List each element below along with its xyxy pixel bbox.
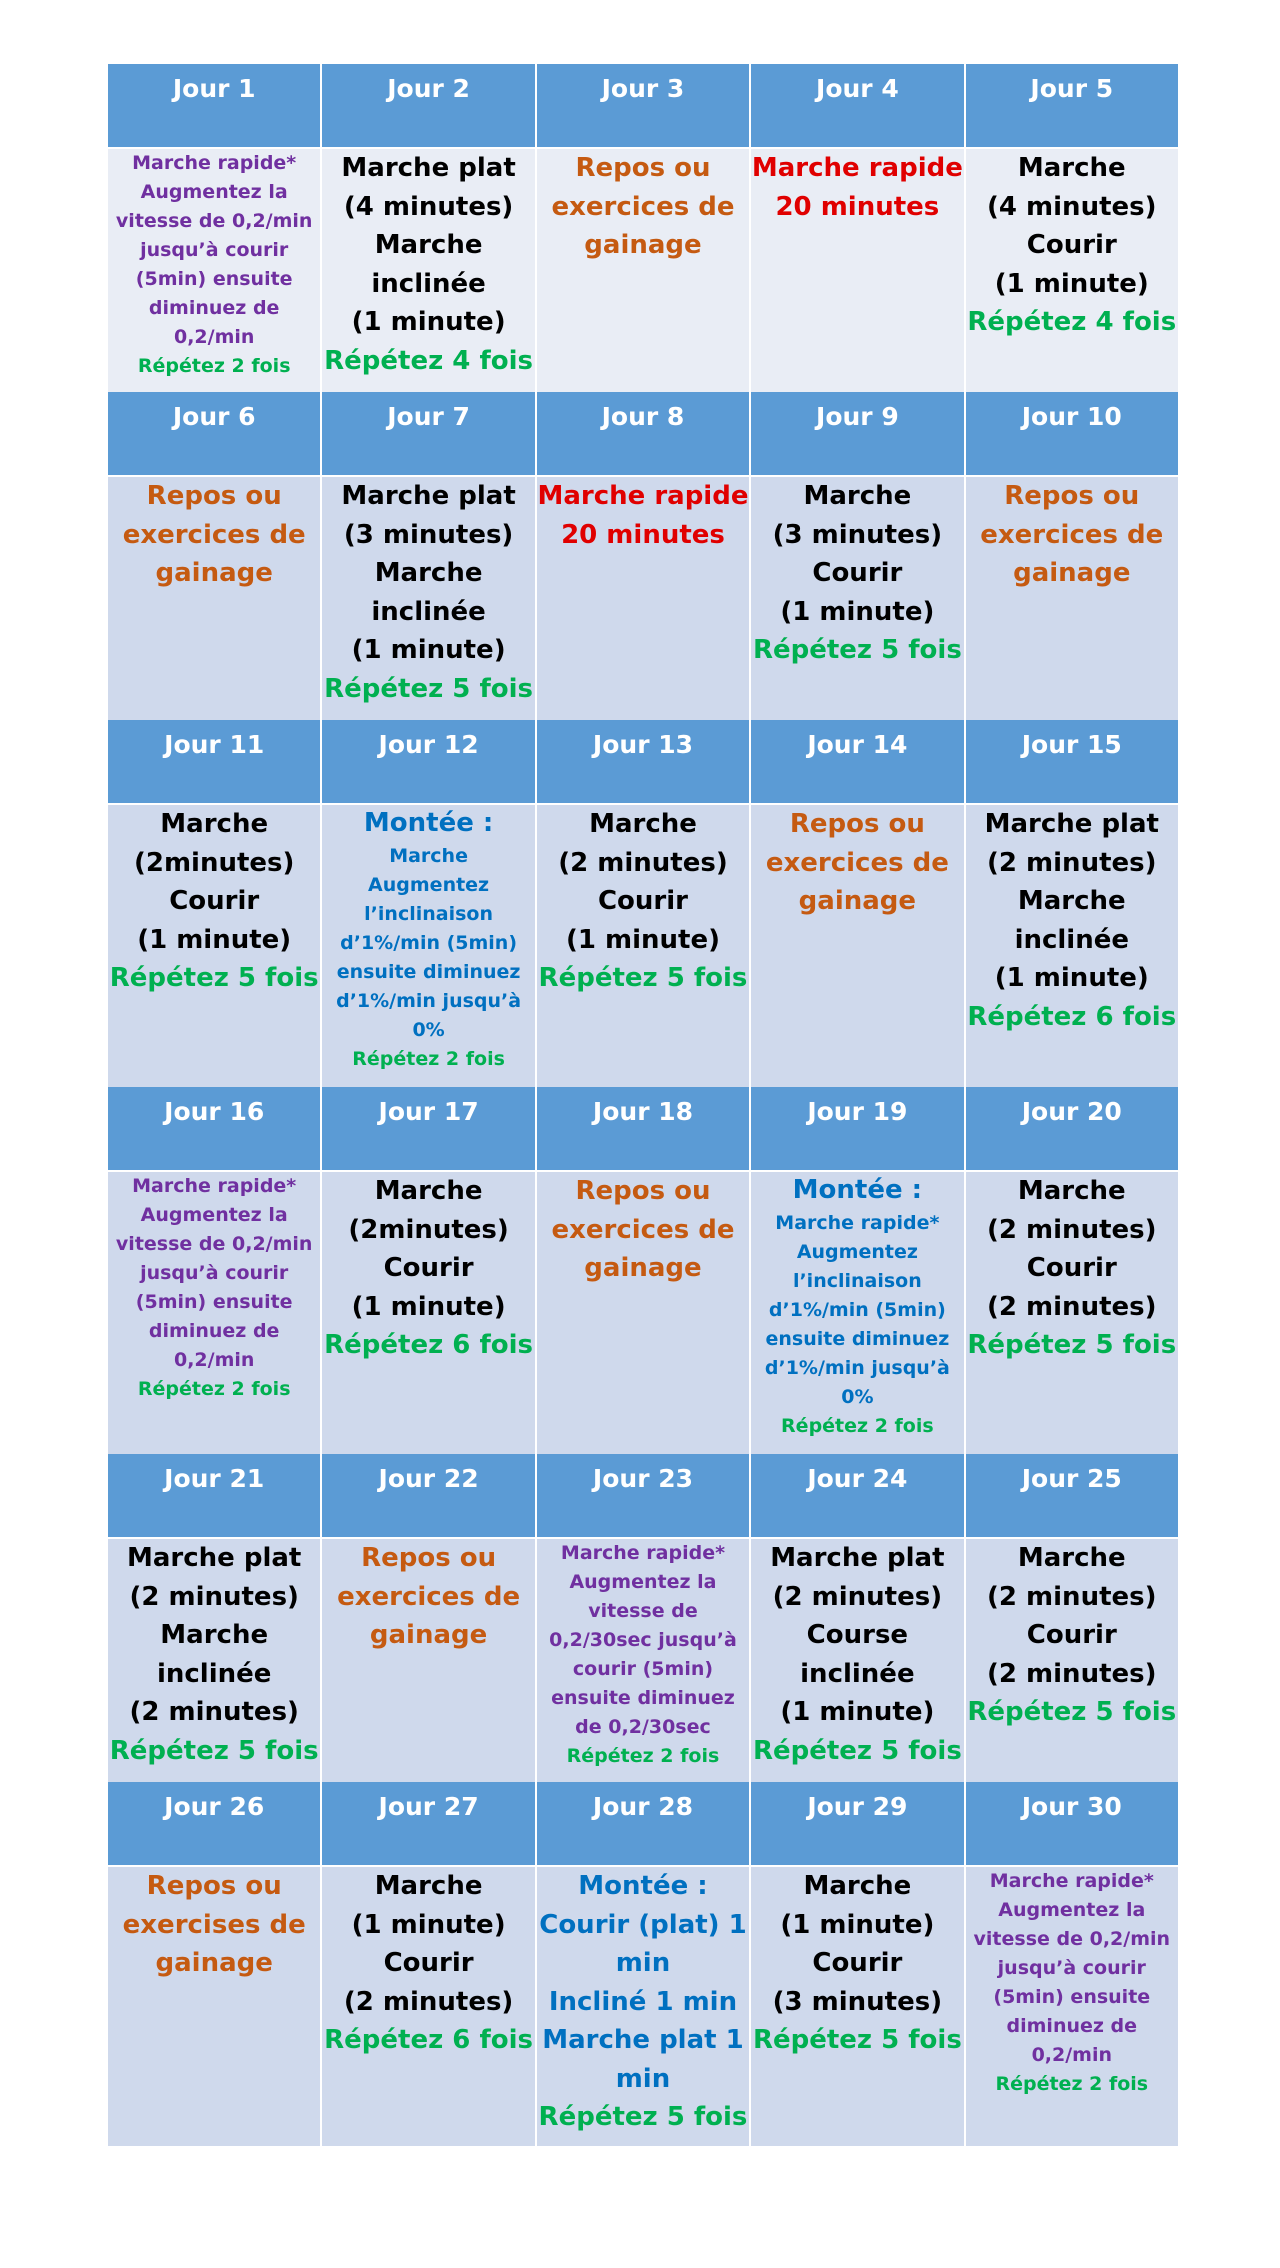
day-label: Jour 19	[807, 1097, 908, 1126]
day-header-cell	[965, 64, 1179, 148]
activity-line: Répétez 5 fois	[538, 963, 748, 993]
activity-line: (1 minute)	[351, 635, 506, 665]
day-label: Jour 21	[164, 1464, 265, 1493]
activity-line: (2 minutes)	[772, 1581, 943, 1612]
activity-line: d’1%/min (5min)	[340, 932, 518, 954]
activity-line: Marche rapide*	[775, 1212, 940, 1234]
day-label: Jour 17	[378, 1097, 479, 1126]
week-content-row	[107, 1538, 1179, 1782]
activity-line: Repos ou	[575, 1176, 711, 1206]
activity-line: Répétez 5 fois	[752, 1735, 962, 1766]
day-header-cell	[750, 392, 964, 476]
activity-line: vitesse de 0,2/min	[973, 1928, 1171, 1950]
day-label: Jour 23	[592, 1464, 694, 1493]
activity-line: Répétez 5 fois	[324, 673, 534, 704]
week-header-row	[107, 1087, 1179, 1171]
activity-line: Augmentez la	[569, 1571, 717, 1593]
day-label: Jour 26	[164, 1792, 265, 1821]
activity-line: (1 minute)	[351, 307, 506, 337]
day-activity-cell	[321, 148, 535, 392]
activity-line: Marche	[160, 809, 269, 839]
week-header-row	[107, 64, 1179, 148]
activity-line: Répétez 5 fois	[109, 1735, 319, 1766]
activity-line: Courir	[597, 886, 688, 916]
activity-line: d’1%/min (5min)	[768, 1299, 946, 1321]
activity-line: Course	[806, 1620, 909, 1650]
day-header-cell	[321, 1454, 535, 1538]
day-header-cell	[965, 720, 1179, 804]
activity-line: (2 minutes)	[987, 1581, 1157, 1612]
activity-line: gainage	[584, 1253, 702, 1283]
activity-line: (5min) ensuite	[135, 268, 293, 290]
day-label: Jour 22	[378, 1464, 479, 1493]
activity-line: Courir (plat) 1	[539, 1909, 747, 1940]
activity-line: Courir	[812, 558, 903, 588]
activity-line: Augmentez	[796, 1241, 918, 1263]
activity-line: (2 minutes)	[987, 847, 1157, 878]
activity-line: jusqu’à courir	[997, 1957, 1146, 1979]
activity-line: (1 minute)	[565, 924, 720, 955]
day-header-cell	[965, 1782, 1179, 1866]
day-label: Jour 2	[387, 74, 470, 103]
day-label: Jour 14	[807, 730, 908, 759]
activity-line: Répétez 6 fois	[324, 1330, 534, 1360]
day-activity-cell	[107, 1538, 321, 1782]
activity-line: Repos ou	[575, 153, 711, 183]
activity-line: Repos ou	[789, 809, 925, 839]
day-header-cell	[750, 720, 964, 804]
day-activity-cell	[750, 1538, 964, 1782]
activity-line: ensuite diminuez	[551, 1687, 735, 1709]
activity-line: Courir	[1026, 230, 1117, 260]
activity-line: (4 minutes)	[987, 191, 1157, 222]
day-activity-cell	[965, 476, 1179, 720]
activity-line: Répétez 2 fois	[566, 1745, 720, 1767]
day-header-cell	[536, 1087, 750, 1171]
day-label: Jour 9	[816, 402, 899, 431]
activity-line: (2 minutes)	[987, 1214, 1157, 1245]
day-activity-cell	[750, 476, 964, 720]
day-header-cell	[321, 1087, 535, 1171]
week-header-row	[107, 1454, 1179, 1538]
activity-line: Marche	[589, 809, 697, 839]
day-label: Jour 12	[378, 730, 479, 759]
activity-line: Marche rapide*	[132, 1175, 297, 1197]
day-label: Jour 6	[172, 402, 256, 431]
activity-line: (2 minutes)	[129, 1697, 299, 1727]
day-activity-cell	[107, 804, 321, 1087]
activity-line: Marche	[374, 1871, 483, 1901]
activity-line: 0,2/min	[173, 1349, 255, 1371]
activity-line: l’inclinaison	[364, 903, 493, 925]
day-activity-cell	[107, 1171, 321, 1454]
activity-line: (3 minutes)	[772, 1986, 943, 2017]
day-label: Jour 30	[1021, 1792, 1122, 1821]
activity-line: (2 minutes)	[343, 1986, 514, 2017]
week-header-row	[107, 720, 1179, 804]
activity-line: (1 minute)	[351, 1291, 506, 1322]
week-header-row	[107, 392, 1179, 476]
activity-line: Répétez 2 fois	[995, 2073, 1149, 2095]
activity-line: gainage	[584, 230, 702, 260]
activity-line: Marche	[160, 1620, 269, 1650]
day-header-cell	[321, 64, 535, 148]
day-activity-cell	[536, 1866, 750, 2146]
day-header-cell	[107, 1087, 321, 1171]
day-activity-cell	[536, 476, 750, 720]
activity-line: Repos ou	[146, 481, 282, 511]
activity-line: (3 minutes)	[343, 519, 514, 550]
day-activity-cell	[750, 1171, 964, 1454]
day-label: Jour 16	[164, 1097, 265, 1126]
day-activity-cell	[321, 1538, 535, 1782]
day-label: Jour 4	[816, 74, 899, 103]
activity-line: (1 minute)	[780, 1697, 935, 1727]
activity-line: Courir	[383, 1948, 474, 1978]
day-header-cell	[536, 392, 750, 476]
week-content-row	[107, 804, 1179, 1087]
activity-line: ensuite diminuez	[336, 961, 521, 983]
activity-line: inclinée	[156, 1658, 272, 1689]
activity-line: 0,2/min	[1031, 2044, 1112, 2066]
day-header-cell	[750, 1087, 964, 1171]
activity-line: (2 minutes)	[558, 847, 728, 878]
activity-line: d’1%/min jusqu’à	[336, 990, 522, 1012]
day-activity-cell	[107, 476, 321, 720]
day-label: Jour 7	[387, 402, 470, 431]
activity-line: Montée :	[578, 1871, 708, 1901]
activity-line: diminuez de	[148, 1320, 280, 1342]
activity-line: Marche	[374, 230, 483, 260]
week-content-row	[107, 148, 1179, 392]
activity-line: (2 minutes)	[129, 1581, 299, 1612]
activity-line: exercises de	[122, 1909, 306, 1940]
day-header-cell	[321, 720, 535, 804]
activity-line: exercices de	[765, 847, 949, 878]
day-label: Jour 27	[378, 1792, 479, 1821]
activity-line: diminuez de	[1006, 2015, 1138, 2037]
activity-line: Courir	[1026, 1253, 1117, 1283]
activity-line: (2 minutes)	[987, 1291, 1157, 1322]
activity-line: 0,2/30sec jusqu’à	[549, 1629, 737, 1651]
activity-line: Répétez 5 fois	[967, 1330, 1177, 1360]
day-header-cell	[536, 1782, 750, 1866]
activity-line: Marche	[389, 845, 468, 867]
day-activity-cell	[750, 148, 964, 392]
activity-line: exercices de	[551, 1214, 735, 1245]
activity-line: (2minutes)	[133, 847, 295, 878]
day-header-cell	[107, 1454, 321, 1538]
activity-line: exercices de	[337, 1581, 521, 1612]
activity-line: Augmentez la	[140, 1204, 288, 1226]
activity-line: (2minutes)	[348, 1214, 509, 1245]
day-header-cell	[107, 1782, 321, 1866]
day-activity-cell	[750, 804, 964, 1087]
day-header-cell	[750, 1454, 964, 1538]
activity-line: vitesse de 0,2/min	[115, 210, 313, 232]
activity-line: min	[615, 2063, 671, 2094]
activity-line: inclinée	[371, 596, 486, 627]
day-activity-cell	[107, 148, 321, 392]
activity-line: Incliné 1 min	[548, 1986, 738, 2017]
activity-line: Répétez 2 fois	[137, 1378, 291, 1400]
day-label: Jour 24	[807, 1464, 908, 1493]
activity-line: (2 minutes)	[987, 1658, 1157, 1689]
activity-line: inclinée	[371, 268, 486, 299]
day-activity-cell	[536, 1538, 750, 1782]
activity-line: Marche rapide*	[989, 1870, 1154, 1892]
day-header-cell	[107, 392, 321, 476]
activity-line: Répétez 2 fois	[352, 1048, 505, 1070]
day-activity-cell	[321, 1171, 535, 1454]
day-activity-cell	[965, 148, 1179, 392]
day-header-cell	[965, 392, 1179, 476]
day-label: Jour 5	[1030, 74, 1114, 103]
activity-line: Marche rapide	[751, 153, 963, 183]
activity-line: Courir	[169, 886, 260, 916]
day-header-cell	[536, 64, 750, 148]
week-header-row	[107, 1782, 1179, 1866]
activity-line: Marche plat	[127, 1543, 302, 1573]
activity-line: Courir	[1026, 1620, 1117, 1650]
activity-line: Répétez 5 fois	[752, 635, 962, 665]
activity-line: 0%	[841, 1386, 874, 1408]
day-activity-cell	[965, 804, 1179, 1087]
activity-line: (4 minutes)	[343, 191, 514, 222]
calendar-body	[107, 64, 1179, 2146]
activity-line: Augmentez la	[140, 181, 288, 203]
activity-line: (5min) ensuite	[993, 1986, 1151, 2008]
activity-line: Répétez 2 fois	[137, 355, 291, 377]
activity-line: (5min) ensuite	[135, 1291, 293, 1313]
activity-line: jusqu’à courir	[140, 239, 289, 261]
activity-line: Courir	[383, 1253, 474, 1283]
activity-line: (1 minute)	[137, 924, 292, 955]
day-label: Jour 13	[592, 730, 694, 759]
activity-line: jusqu’à courir	[140, 1262, 289, 1284]
activity-line: Augmentez la	[998, 1899, 1146, 1921]
activity-line: (3 minutes)	[772, 519, 943, 550]
activity-line: courir (5min)	[572, 1658, 714, 1680]
activity-line: Répétez 6 fois	[324, 2025, 534, 2055]
activity-line: Marche plat	[341, 153, 516, 183]
activity-line: Marche rapide*	[132, 152, 297, 174]
activity-line: inclinée	[1014, 924, 1129, 955]
activity-line: Marche	[374, 1176, 483, 1206]
activity-line: (1 minute)	[994, 268, 1149, 299]
day-activity-cell	[321, 804, 535, 1087]
day-label: Jour 18	[592, 1097, 694, 1126]
day-activity-cell	[321, 476, 535, 720]
day-activity-cell	[750, 1866, 964, 2146]
activity-line: Marche	[1017, 1543, 1126, 1573]
activity-line: exercices de	[980, 519, 1164, 550]
activity-line: ensuite diminuez	[765, 1328, 950, 1350]
activity-line: gainage	[798, 886, 917, 916]
activity-line: inclinée	[800, 1658, 915, 1689]
day-activity-cell	[321, 1866, 535, 2146]
activity-line: Répétez 5 fois	[109, 963, 319, 993]
training-calendar-table	[106, 64, 1180, 2146]
activity-line: Répétez 5 fois	[752, 2025, 962, 2055]
day-header-cell	[321, 392, 535, 476]
activity-line: Marche	[803, 481, 912, 511]
day-label: Jour 3	[601, 74, 685, 103]
day-header-cell	[536, 1454, 750, 1538]
activity-line: (1 minute)	[780, 1909, 935, 1940]
day-activity-cell	[965, 1171, 1179, 1454]
activity-line: Marche rapide*	[560, 1542, 726, 1564]
day-activity-cell	[107, 1866, 321, 2146]
day-label: Jour 29	[807, 1792, 908, 1821]
activity-line: Marche	[1017, 1176, 1126, 1206]
activity-line: Marche plat 1	[542, 2025, 744, 2055]
day-header-cell	[107, 720, 321, 804]
activity-line: vitesse de 0,2/min	[115, 1233, 313, 1255]
day-label: Jour 20	[1021, 1097, 1122, 1126]
day-label: Jour 1	[172, 74, 256, 103]
day-label: Jour 28	[592, 1792, 694, 1821]
activity-line: (1 minute)	[994, 963, 1149, 993]
activity-line: diminuez de	[148, 297, 280, 319]
activity-line: Répétez 4 fois	[324, 345, 534, 376]
activity-line: exercices de	[122, 519, 306, 550]
day-header-cell	[536, 720, 750, 804]
day-activity-cell	[536, 148, 750, 392]
activity-line: Courir	[812, 1948, 903, 1978]
activity-line: Augmentez	[368, 874, 490, 896]
activity-line: gainage	[155, 558, 273, 588]
day-activity-cell	[536, 1171, 750, 1454]
activity-line: min	[615, 1948, 671, 1978]
activity-line: Marche	[374, 558, 483, 588]
activity-line: 0,2/min	[173, 326, 255, 348]
activity-line: Marche	[1017, 886, 1126, 916]
day-activity-cell	[965, 1866, 1179, 2146]
day-activity-cell	[536, 804, 750, 1087]
day-header-cell	[965, 1087, 1179, 1171]
activity-line: exercices de	[551, 191, 735, 222]
activity-line: 20 minutes	[561, 519, 725, 550]
activity-line: Marche plat	[770, 1543, 945, 1573]
day-label: Jour 15	[1021, 730, 1122, 759]
week-content-row	[107, 1866, 1179, 2146]
day-label: Jour 25	[1021, 1464, 1122, 1493]
activity-line: Marche	[803, 1871, 912, 1901]
activity-line: (1 minute)	[351, 1909, 506, 1940]
day-header-cell	[107, 64, 321, 148]
activity-line: 0%	[412, 1019, 445, 1041]
activity-line: gainage	[155, 1948, 273, 1978]
day-label: Jour 10	[1021, 402, 1122, 431]
activity-line: vitesse de	[588, 1600, 698, 1622]
activity-line: Répétez 5 fois	[538, 2102, 748, 2132]
activity-line: (1 minute)	[780, 596, 935, 627]
activity-line: de 0,2/30sec	[575, 1716, 711, 1738]
activity-line: Montée :	[363, 808, 494, 838]
activity-line: Répétez 5 fois	[967, 1697, 1177, 1727]
week-content-row	[107, 1171, 1179, 1454]
day-activity-cell	[965, 1538, 1179, 1782]
activity-line: Montée :	[792, 1175, 923, 1205]
activity-line: 20 minutes	[775, 191, 940, 222]
day-header-cell	[750, 1782, 964, 1866]
activity-line: Répétez 6 fois	[967, 1001, 1177, 1032]
activity-line: Repos ou	[146, 1871, 282, 1901]
activity-line: d’1%/min jusqu’à	[764, 1357, 950, 1379]
day-header-cell	[965, 1454, 1179, 1538]
activity-line: Marche rapide	[537, 481, 749, 511]
day-header-cell	[321, 1782, 535, 1866]
activity-line: Marche plat	[984, 809, 1159, 839]
activity-line: Répétez 4 fois	[967, 307, 1177, 337]
activity-line: gainage	[369, 1620, 488, 1650]
activity-line: Repos ou	[1004, 481, 1140, 511]
activity-line: Marche plat	[341, 481, 516, 511]
activity-line: Marche	[1017, 153, 1126, 183]
week-content-row	[107, 476, 1179, 720]
day-label: Jour 8	[601, 402, 685, 431]
activity-line: l’inclinaison	[792, 1270, 922, 1292]
day-label: Jour 11	[164, 730, 265, 759]
day-header-cell	[750, 64, 964, 148]
activity-line: Répétez 2 fois	[781, 1415, 934, 1437]
activity-line: Repos ou	[361, 1543, 497, 1573]
activity-line: gainage	[1013, 558, 1131, 588]
